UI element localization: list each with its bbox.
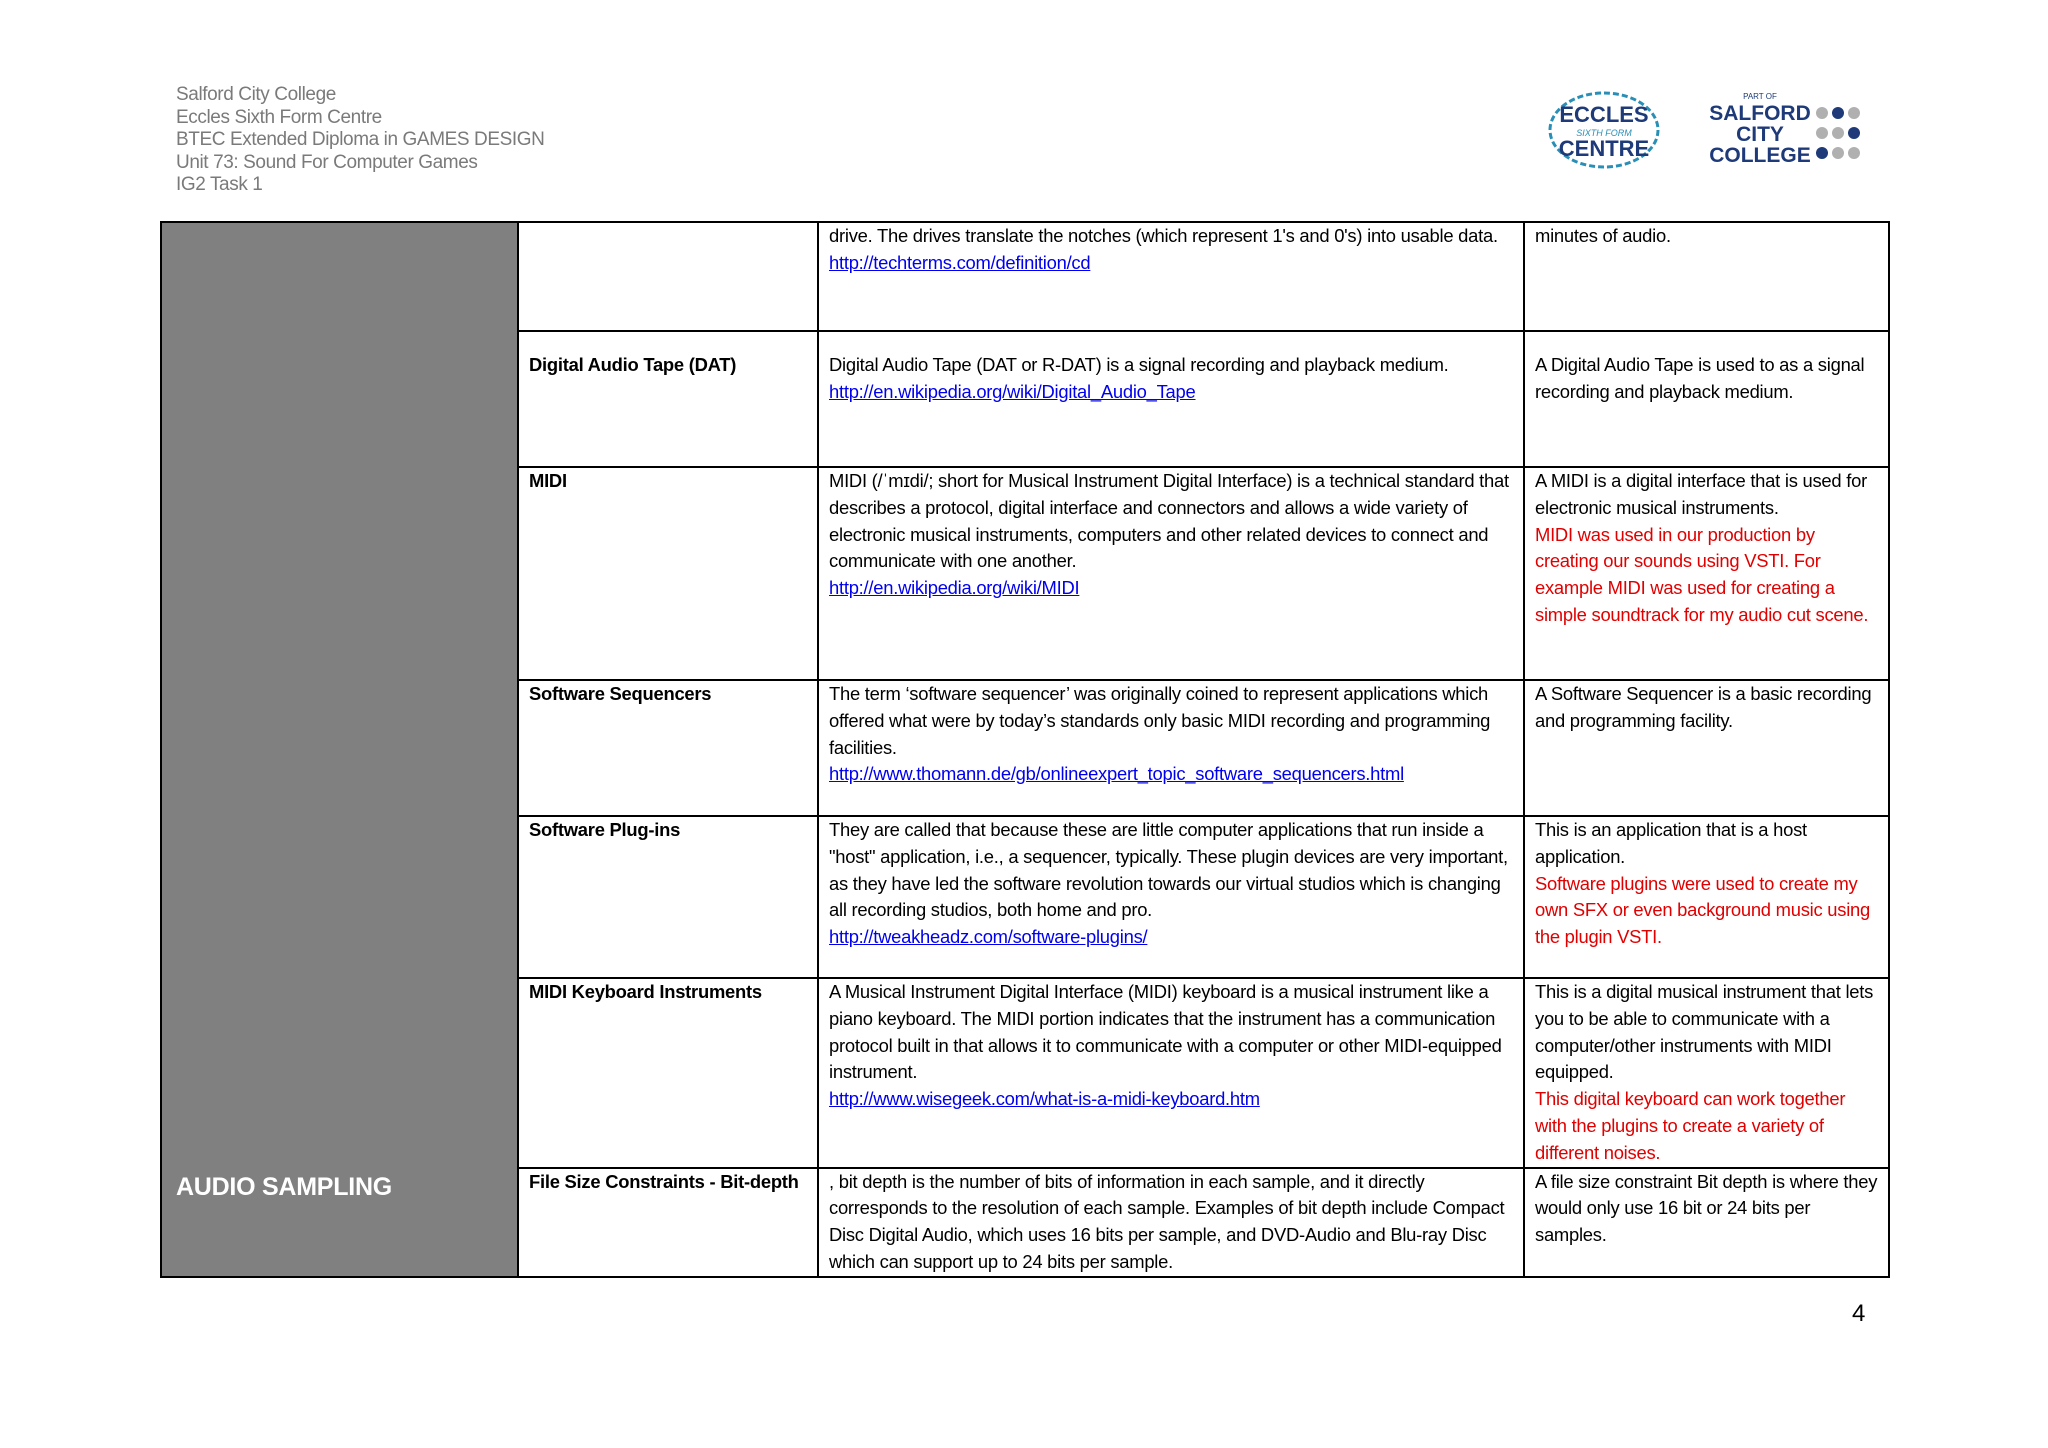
term-cell: MIDI Keyboard Instruments [518,978,818,1168]
svg-text:SIXTH FORM: SIXTH FORM [1576,128,1632,138]
use-text: A MIDI is a digital interface that is used for electronic musical instruments. [1535,470,1867,518]
salford-city-college-logo [1700,90,1870,170]
section-heading-audio-sampling: AUDIO SAMPLING [161,1168,518,1277]
svg-text:PART OF: PART OF [1743,92,1777,101]
term-cell [518,222,818,331]
table-row [161,1168,1889,1277]
glossary-table [160,221,1890,1278]
use-cell [1524,467,1889,680]
source-link[interactable]: http://techterms.com/definition/cd [829,251,1091,273]
svg-text:COLLEGE: COLLEGE [1709,144,1811,167]
use-text: A Software Sequencer is a basic recording and programming facility. [1535,683,1872,731]
use-cell [1524,816,1889,978]
use-cell [1524,1168,1889,1277]
svg-text:CITY: CITY [1736,123,1784,146]
definition-cell [818,978,1524,1168]
definition-cell [818,680,1524,816]
use-cell [1524,680,1889,816]
header-centre: Eccles Sixth Form Centre [176,106,382,128]
definition-cell [818,331,1524,467]
header-unit: Unit 73: Sound For Computer Games [176,151,478,173]
section-cell [161,222,518,331]
source-link[interactable]: http://www.thomann.de/gb/onlineexpert_topic_software_sequencers.html [829,763,1404,785]
section-cell [161,978,518,1168]
table-row [161,816,1889,978]
logos [1548,90,1868,170]
svg-text:SALFORD: SALFORD [1709,102,1811,125]
table-row [161,467,1889,680]
term-cell [518,331,818,467]
term-cell: Software Plug-ins [518,816,818,978]
svg-text:ECCLES: ECCLES [1559,102,1649,127]
page-number: 4 [1852,1300,1866,1327]
use-note-red: This digital keyboard can work together with the plugins to create a variety of different noises. [1535,1088,1846,1163]
svg-text:CENTRE: CENTRE [1558,136,1650,161]
definition-text: The term ‘software sequencer’ was originally coined to represent applications which offered what were by today’s standards only basic MIDI recording and programming facilities. [829,683,1491,758]
definition-cell [818,222,1524,331]
eccles-centre-logo [1548,90,1660,170]
source-link[interactable]: http://en.wikipedia.org/wiki/MIDI [829,577,1080,599]
use-text: This is an application that is a host application. [1535,819,1807,867]
definition-text: A Musical Instrument Digital Interface (MIDI) keyboard is a musical instrument like a piano keyboard. The MIDI portion indicates that the instrument has a communication protocol built in that allows it to communicate with a computer or other MIDI-equipped instrument. [829,981,1502,1083]
use-cell [1524,331,1889,467]
use-text: A Digital Audio Tape is used to as a signal recording and playback medium. [1535,354,1865,402]
term-cell: File Size Constraints - Bit-depth [518,1168,818,1277]
definition-text: They are called that because these are little computer applications that run inside a "host" application, i.e., a sequencer, typically. These plugin devices are very important, as they have led the software revolution towards our virtual studios which is changing all recording studios, both home and pro. [829,819,1508,921]
use-cell [1524,222,1889,331]
definition-cell [818,1168,1524,1277]
section-cell [161,467,518,680]
document-header [176,84,1076,197]
definition-text: Digital Audio Tape (DAT or R-DAT) is a signal recording and playback medium. [829,354,1449,375]
use-text: This is a digital musical instrument that lets you to be able to communicate with a computer/other instruments with MIDI equipped. [1535,981,1874,1083]
use-cell [1524,978,1889,1168]
header-college: Salford City College [176,84,336,105]
section-cell [161,680,518,816]
source-link[interactable]: http://tweakheadz.com/software-plugins/ [829,926,1148,948]
section-cell [161,331,518,467]
section-cell [161,816,518,978]
definition-text: , bit depth is the number of bits of information in each sample, and it directly corresponds to the resolution of each sample. Examples of bit depth include Compact Disc Digital Audio, which uses 16 bits per sample, and DVD-Audio and Blu-ray Disc which can support up to 24 bits per sample. [829,1170,1505,1272]
use-note-red: Software plugins were used to create my own SFX or even background music using the plugin VSTI. [1535,872,1870,948]
definition-text: MIDI (/ˈmɪdi/; short for Musical Instrument Digital Interface) is a technical standard that describes a protocol, digital interface and connectors and allows a wide variety of electronic musical instruments, computers and other related devices to connect and communicate with one another. [829,470,1509,572]
use-text: minutes of audio. [1535,225,1671,246]
table-row [161,978,1889,1168]
table-row [161,680,1889,816]
use-text: A file size constraint Bit depth is where they would only use 16 bit or 24 bits per samples. [1535,1170,1878,1246]
header-task: IG2 Task 1 [176,174,263,195]
source-link[interactable]: http://www.wisegeek.com/what-is-a-midi-keyboard.htm [829,1088,1260,1110]
header-course: BTEC Extended Diploma in GAMES DESIGN [176,129,545,150]
use-note-red: MIDI was used in our production by creating our sounds using VSTI. For example MIDI was used for creating a simple soundtrack for my audio cut scene. [1535,523,1869,625]
source-link[interactable]: http://en.wikipedia.org/wiki/Digital_Audio_Tape [829,380,1196,402]
term-label: Digital Audio Tape (DAT) [529,354,737,375]
definition-text: drive. The drives translate the notches (which represent 1's and 0's) into usable data. [829,225,1498,246]
definition-cell [818,467,1524,680]
definition-cell [818,816,1524,978]
table-row [161,331,1889,467]
term-cell: MIDI [518,467,818,680]
table-row [161,222,1889,331]
term-cell: Software Sequencers [518,680,818,816]
